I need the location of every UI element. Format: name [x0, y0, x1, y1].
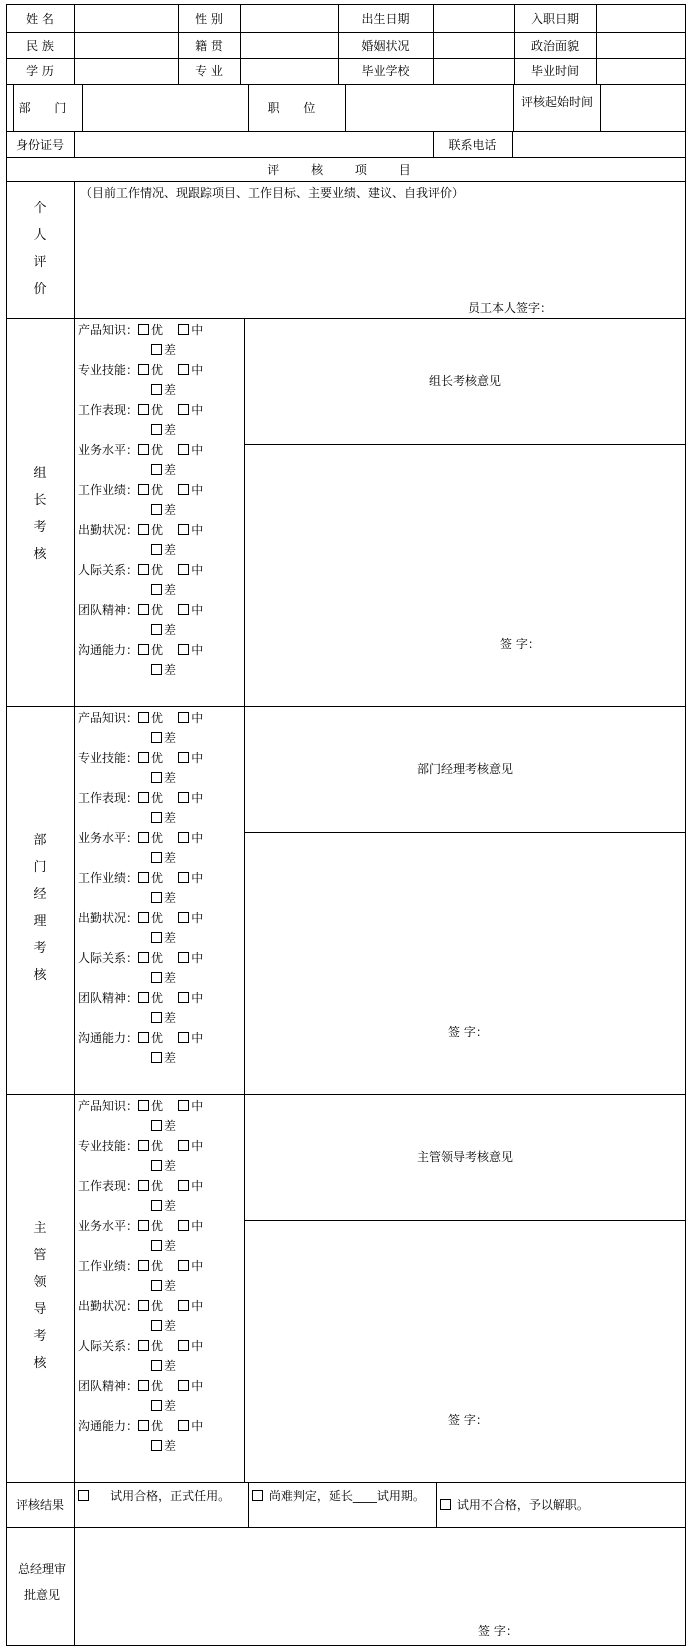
section-director-label: 主管领导考核 — [33, 1221, 47, 1371]
label-native-place: 籍 贯 — [195, 39, 223, 53]
checkbox-good[interactable] — [138, 792, 149, 803]
checkbox-good[interactable] — [138, 952, 149, 963]
criterion-row: 产品知识： 优 中 差 — [78, 711, 204, 745]
criterion-row: 产品知识： 优 中 差 — [78, 323, 204, 357]
label-graduate-school: 毕业学校 — [361, 64, 410, 78]
criterion-row: 专业技能： 优 中 差 — [78, 1139, 204, 1173]
input-review-period[interactable] — [601, 85, 686, 131]
checkbox-bad[interactable] — [151, 584, 162, 595]
checkbox-good[interactable] — [138, 1300, 149, 1311]
criterion-row: 人际关系： 优 中 差 — [78, 951, 204, 985]
criterion-row: 人际关系： 优 中 差 — [78, 563, 204, 597]
section-manager-sign: 签 字： — [448, 1025, 488, 1039]
label-birthdate: 出生日期 — [361, 12, 410, 26]
criterion-row: 工作表现： 优 中 差 — [78, 791, 204, 825]
criterion-row: 团队精神： 优 中 差 — [78, 603, 204, 637]
criterion-row: 工作表现： 优 中 差 — [78, 1179, 204, 1213]
criterion-row: 产品知识： 优 中 差 — [78, 1099, 204, 1133]
section-leader-opinion-input[interactable] — [245, 445, 686, 706]
checkbox-good[interactable] — [138, 644, 149, 655]
checkbox-good[interactable] — [138, 524, 149, 535]
criterion-row: 沟通能力： 优 中 差 — [78, 643, 204, 677]
result-option-pass[interactable]: 试用合格，正式任用。 — [78, 1487, 244, 1505]
checkbox-mid[interactable] — [178, 564, 189, 575]
label-major: 专 业 — [195, 64, 223, 78]
checkbox-bad[interactable] — [151, 1320, 162, 1331]
label-name: 姓 名 — [26, 12, 54, 26]
label-position: 职 位 — [267, 101, 326, 115]
input-graduate-school[interactable] — [434, 59, 514, 84]
checkbox-mid[interactable] — [178, 1260, 189, 1271]
checkbox-mid[interactable] — [178, 364, 189, 375]
checkbox-pass[interactable] — [78, 1490, 89, 1501]
checkbox-good[interactable] — [138, 564, 149, 575]
checkbox-extend[interactable] — [252, 1490, 263, 1501]
checkbox-mid[interactable] — [178, 644, 189, 655]
checkbox-mid[interactable] — [178, 404, 189, 415]
checkbox-good[interactable] — [138, 1220, 149, 1231]
label-hire-date: 入职日期 — [530, 12, 579, 26]
gm-sign: 签 字： — [478, 1624, 518, 1638]
input-graduation-time[interactable] — [597, 59, 686, 84]
checkbox-good[interactable] — [138, 872, 149, 883]
criterion-row: 业务水平： 优 中 差 — [78, 443, 204, 477]
criterion-row: 业务水平： 优 中 差 — [78, 831, 204, 865]
criterion-row: 人际关系： 优 中 差 — [78, 1339, 204, 1373]
checkbox-good[interactable] — [138, 604, 149, 615]
criterion-row: 团队精神： 优 中 差 — [78, 1379, 204, 1413]
input-major[interactable] — [241, 59, 338, 84]
checkbox-mid[interactable] — [178, 1100, 189, 1111]
result-option-fail[interactable]: 试用不合格，予以解职。 — [440, 1498, 589, 1512]
checkbox-good[interactable] — [138, 752, 149, 763]
label-review-period: 评核起始时间 — [520, 95, 593, 109]
checkbox-bad[interactable] — [151, 932, 162, 943]
gm-approval-input[interactable] — [75, 1528, 686, 1628]
input-political-status[interactable] — [597, 33, 686, 58]
review-items-title: 评 核 项 目 — [267, 163, 425, 177]
result-label: 评核结果 — [15, 1498, 64, 1512]
criterion-row: 沟通能力： 优 中 差 — [78, 1419, 204, 1453]
label-graduation-time: 毕业时间 — [530, 64, 579, 78]
criterion-row: 沟通能力： 优 中 差 — [78, 1031, 204, 1065]
self-eval-textarea[interactable] — [75, 200, 686, 300]
checkbox-mid[interactable] — [178, 1220, 189, 1231]
checkbox-bad[interactable] — [151, 1200, 162, 1211]
checkbox-mid[interactable] — [178, 1380, 189, 1391]
checkbox-good[interactable] — [138, 484, 149, 495]
label-gender: 性 别 — [195, 12, 223, 26]
checkbox-good[interactable] — [138, 832, 149, 843]
checkbox-good[interactable] — [138, 324, 149, 335]
result-option-extend[interactable]: 尚难判定，延长____试用期。 — [252, 1487, 434, 1505]
checkbox-bad[interactable] — [151, 732, 162, 743]
checkbox-good[interactable] — [138, 1032, 149, 1043]
criterion-row: 专业技能： 优 中 差 — [78, 363, 204, 397]
checkbox-bad[interactable] — [151, 1052, 162, 1063]
input-education[interactable] — [75, 59, 178, 84]
checkbox-bad[interactable] — [151, 504, 162, 515]
section-leader-opinion-title: 组长考核意见 — [428, 374, 501, 388]
label-phone: 联系电话 — [448, 138, 497, 152]
section-director-opinion-input[interactable] — [245, 1221, 686, 1482]
checkbox-good[interactable] — [138, 1100, 149, 1111]
checkbox-bad[interactable] — [151, 1160, 162, 1171]
checkbox-mid[interactable] — [178, 604, 189, 615]
section-manager-opinion-title: 部门经理考核意见 — [416, 762, 513, 776]
checkbox-good[interactable] — [138, 1180, 149, 1191]
input-department[interactable] — [83, 85, 248, 131]
checkbox-mid[interactable] — [178, 992, 189, 1003]
section-director-opinion-title: 主管领导考核意见 — [416, 1150, 513, 1164]
label-political-status: 政治面貌 — [530, 39, 579, 53]
checkbox-mid[interactable] — [178, 1300, 189, 1311]
criterion-row: 工作表现： 优 中 差 — [78, 403, 204, 437]
checkbox-bad[interactable] — [151, 664, 162, 675]
checkbox-bad[interactable] — [151, 812, 162, 823]
checkbox-good[interactable] — [138, 444, 149, 455]
input-marital-status[interactable] — [434, 33, 514, 58]
section-manager-criteria — [78, 708, 203, 1068]
checkbox-mid[interactable] — [178, 712, 189, 723]
section-leader-label: 组长考核 — [33, 466, 47, 562]
checkbox-mid[interactable] — [178, 1140, 189, 1151]
checkbox-good[interactable] — [138, 1140, 149, 1151]
self-eval-label: 个人评价 — [33, 201, 47, 297]
input-position[interactable] — [346, 85, 513, 131]
checkbox-good[interactable] — [138, 404, 149, 415]
label-marital-status: 婚姻状况 — [361, 39, 410, 53]
input-phone[interactable] — [513, 132, 686, 157]
label-id-number: 身份证号 — [15, 138, 64, 152]
checkbox-mid[interactable] — [178, 872, 189, 883]
input-hire-date[interactable] — [597, 5, 686, 32]
self-eval-hint: （目前工作情况、现跟踪项目、工作目标、主要业绩、建议、自我评价） — [80, 186, 465, 200]
checkbox-mid[interactable] — [178, 524, 189, 535]
checkbox-bad[interactable] — [151, 424, 162, 435]
section-leader-sign: 签 字： — [500, 637, 540, 651]
checkbox-bad[interactable] — [151, 1440, 162, 1451]
section-director-sign: 签 字： — [448, 1413, 488, 1427]
checkbox-bad[interactable] — [151, 624, 162, 635]
checkbox-mid[interactable] — [178, 1032, 189, 1043]
criterion-row: 工作业绩： 优 中 差 — [78, 1259, 204, 1293]
section-leader-criteria — [78, 320, 203, 680]
checkbox-bad[interactable] — [151, 464, 162, 475]
criterion-row: 出勤状况： 优 中 差 — [78, 911, 204, 945]
checkbox-mid[interactable] — [178, 752, 189, 763]
checkbox-bad[interactable] — [151, 892, 162, 903]
checkbox-bad[interactable] — [151, 1012, 162, 1023]
checkbox-bad[interactable] — [151, 1400, 162, 1411]
checkbox-bad[interactable] — [151, 1280, 162, 1291]
checkbox-bad[interactable] — [151, 1240, 162, 1251]
input-birthdate[interactable] — [434, 5, 514, 32]
checkbox-bad[interactable] — [151, 1120, 162, 1131]
checkbox-good[interactable] — [138, 1380, 149, 1391]
checkbox-bad[interactable] — [151, 344, 162, 355]
input-ethnicity[interactable] — [75, 33, 178, 58]
criterion-row: 出勤状况： 优 中 差 — [78, 1299, 204, 1333]
checkbox-mid[interactable] — [178, 912, 189, 923]
checkbox-good[interactable] — [138, 364, 149, 375]
criterion-row: 专业技能： 优 中 差 — [78, 751, 204, 785]
input-native-place[interactable] — [241, 33, 338, 58]
criterion-row: 出勤状况： 优 中 差 — [78, 523, 204, 557]
self-eval-sign: 员工本人签字： — [468, 301, 553, 315]
checkbox-mid[interactable] — [178, 1180, 189, 1191]
section-director-criteria — [78, 1096, 203, 1456]
checkbox-bad[interactable] — [151, 772, 162, 783]
checkbox-bad[interactable] — [151, 1360, 162, 1371]
checkbox-good[interactable] — [138, 1340, 149, 1351]
criterion-row: 业务水平： 优 中 差 — [78, 1219, 204, 1253]
checkbox-mid[interactable] — [178, 324, 189, 335]
section-manager-label: 部门经理考核 — [33, 833, 47, 983]
checkbox-mid[interactable] — [178, 1420, 189, 1431]
checkbox-good[interactable] — [138, 912, 149, 923]
label-department: 部 门 — [18, 101, 77, 115]
checkbox-mid[interactable] — [178, 1340, 189, 1351]
input-id-number[interactable] — [75, 132, 433, 157]
checkbox-good[interactable] — [138, 1260, 149, 1271]
criterion-row: 工作业绩： 优 中 差 — [78, 483, 204, 517]
checkbox-good[interactable] — [138, 992, 149, 1003]
checkbox-mid[interactable] — [178, 444, 189, 455]
checkbox-fail[interactable] — [440, 1499, 451, 1510]
label-education: 学 历 — [26, 64, 54, 78]
checkbox-good[interactable] — [138, 712, 149, 723]
checkbox-bad[interactable] — [151, 544, 162, 555]
checkbox-mid[interactable] — [178, 952, 189, 963]
checkbox-mid[interactable] — [178, 832, 189, 843]
checkbox-mid[interactable] — [178, 792, 189, 803]
checkbox-bad[interactable] — [151, 384, 162, 395]
label-ethnicity: 民 族 — [26, 39, 54, 53]
checkbox-good[interactable] — [138, 1420, 149, 1431]
criterion-row: 团队精神： 优 中 差 — [78, 991, 204, 1025]
input-name[interactable] — [75, 5, 178, 32]
checkbox-mid[interactable] — [178, 484, 189, 495]
criterion-row: 工作业绩： 优 中 差 — [78, 871, 204, 905]
input-gender[interactable] — [241, 5, 338, 32]
checkbox-bad[interactable] — [151, 852, 162, 863]
checkbox-bad[interactable] — [151, 972, 162, 983]
gm-approval-label: 总经理审批意见 — [17, 1562, 66, 1602]
section-manager-opinion-input[interactable] — [245, 833, 686, 1094]
